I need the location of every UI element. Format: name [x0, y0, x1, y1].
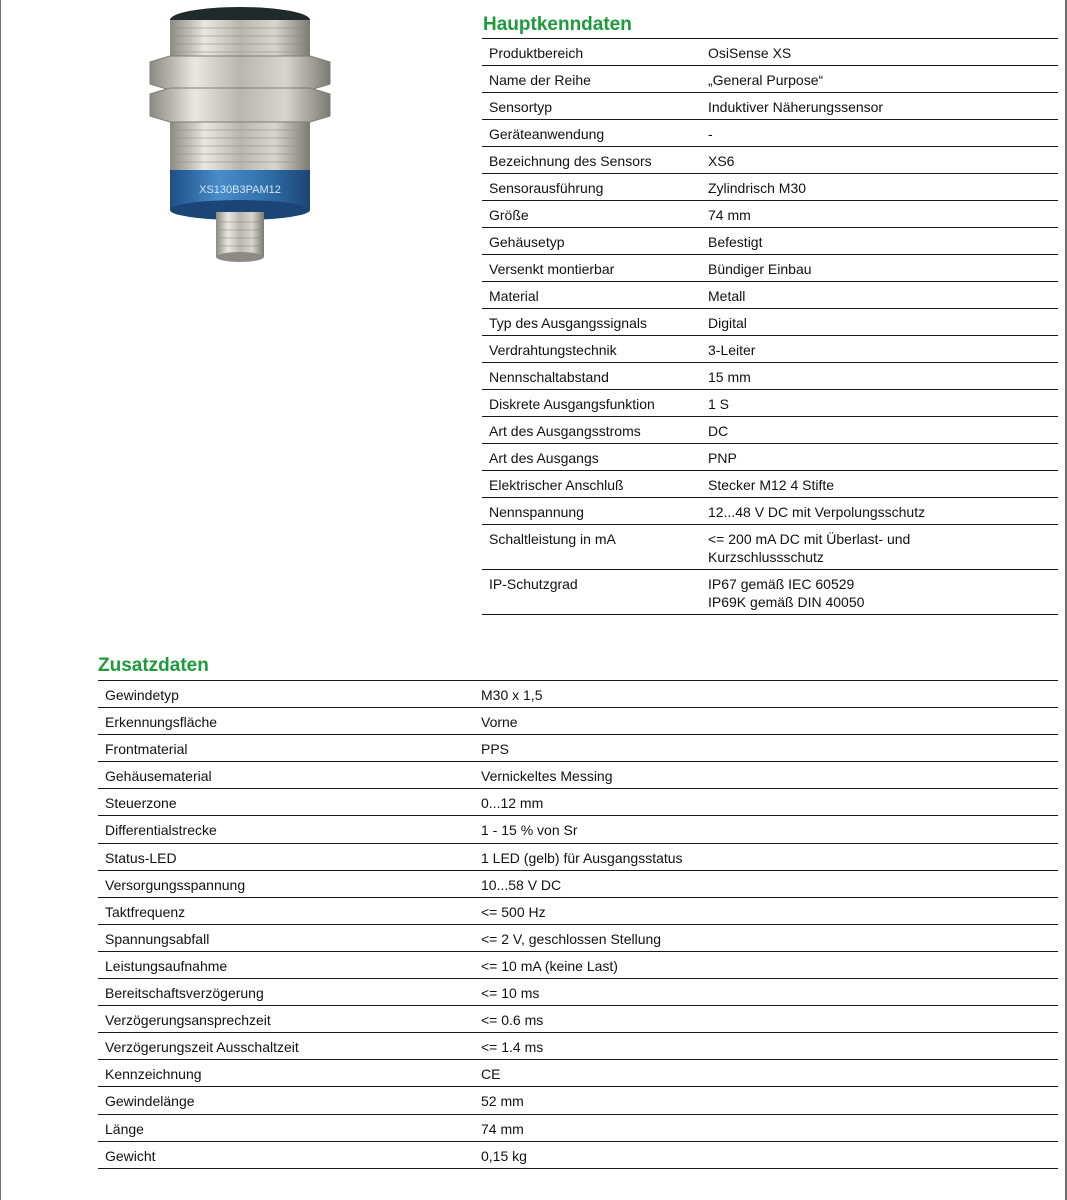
row-label: Sensortyp: [489, 99, 553, 115]
row-label: Bereitschaftsverzögerung: [105, 985, 264, 1002]
product-image: [130, 0, 350, 265]
row-value-line: <= 2 V, geschlossen Stellung: [481, 930, 662, 947]
table-row: [98, 762, 1058, 789]
row-label: Taktfrequenz: [105, 903, 186, 920]
row-value: [708, 341, 1058, 359]
row-label: Sensorausführung: [489, 180, 604, 196]
row-value: [481, 686, 1058, 704]
row-value: [708, 206, 1058, 224]
row-value-line: DC: [708, 423, 729, 439]
row-label: Bezeichnung des Sensors: [489, 153, 652, 169]
row-value: [708, 314, 1058, 332]
row-label: Leistungsaufnahme: [105, 957, 228, 974]
table-row: [98, 1142, 1058, 1169]
table-row: [482, 174, 1058, 201]
table-row: [482, 417, 1058, 444]
row-label: Art des Ausgangsstroms: [489, 423, 641, 439]
row-value: [481, 930, 1058, 948]
row-label: Material: [489, 288, 539, 304]
row-value-line: PNP: [708, 450, 737, 466]
row-value: [481, 821, 1058, 839]
row-label: Gewindelänge: [105, 1093, 195, 1110]
extra-data-title: Zusatzdaten: [98, 655, 209, 676]
row-value-line: <= 1.4 ms: [481, 1039, 544, 1056]
table-row: [482, 390, 1058, 417]
table-row: [98, 898, 1058, 925]
row-value-line: M30 x 1,5: [481, 687, 543, 703]
table-row: [98, 952, 1058, 979]
row-value-line: 12...48 V DC mit Verpolungsschutz: [708, 504, 926, 520]
row-value: [708, 152, 1058, 170]
row-value: [481, 1147, 1058, 1165]
row-value-line: 10...58 V DC: [481, 876, 562, 893]
row-label: Typ des Ausgangssignals: [489, 315, 647, 331]
row-label: IP-Schutzgrad: [489, 576, 578, 592]
row-label: Differentialstrecke: [105, 822, 217, 839]
row-label: Schaltleistung in mA: [489, 531, 616, 547]
row-value: [708, 503, 1058, 521]
row-value-line: Induktiver Näherungssensor: [708, 99, 884, 115]
table-row: [98, 979, 1058, 1006]
table-row: [98, 925, 1058, 952]
row-value: [481, 849, 1058, 867]
row-value: [708, 422, 1058, 440]
table-row: [482, 39, 1058, 66]
row-label: Diskrete Ausgangsfunktion: [489, 396, 655, 412]
row-value-line: Zylindrisch M30: [708, 180, 807, 196]
inductive-sensor-photo-icon: [130, 0, 350, 265]
row-label: Steuerzone: [105, 795, 177, 812]
table-row: [482, 228, 1058, 255]
row-value-line: 74 mm: [708, 207, 751, 223]
row-value-line: 74 mm: [481, 1120, 524, 1137]
row-value: [708, 260, 1058, 278]
row-label: Versenkt montierbar: [489, 261, 615, 277]
row-value: [481, 1011, 1058, 1029]
row-label: Größe: [489, 207, 529, 223]
row-value-line: Digital: [708, 315, 747, 331]
table-row: [482, 93, 1058, 120]
row-value: [708, 233, 1058, 251]
row-value: [708, 395, 1058, 413]
row-value-line: <= 200 mA DC mit Überlast- und: [708, 531, 911, 547]
row-value-line: Vorne: [481, 714, 518, 731]
page-border-left: [0, 0, 1, 1200]
table-row: [482, 282, 1058, 309]
row-label: Verzögerungsansprechzeit: [105, 1012, 271, 1029]
table-row: [482, 120, 1058, 147]
row-value-line: 0...12 mm: [481, 795, 544, 812]
table-row: [98, 816, 1058, 843]
row-value-line: 1 LED (gelb) für Ausgangsstatus: [481, 849, 683, 866]
row-value-line: CE: [481, 1066, 501, 1083]
row-value-line: 1 S: [708, 396, 730, 412]
row-value: [708, 98, 1058, 116]
row-value: [481, 767, 1058, 785]
row-value-line: „General Purpose“: [708, 72, 824, 88]
table-row: [98, 789, 1058, 816]
row-value-line: 1 - 15 % von Sr: [481, 822, 578, 839]
row-value: [708, 530, 1058, 566]
table-row: [482, 255, 1058, 282]
row-value: [481, 876, 1058, 894]
row-value-line: <= 0.6 ms: [481, 1012, 544, 1029]
row-value: [708, 71, 1058, 89]
row-value-line: 15 mm: [708, 369, 751, 385]
row-label: Länge: [105, 1120, 144, 1137]
row-value-line: Befestigt: [708, 234, 763, 250]
row-label: Gewindetyp: [105, 687, 179, 703]
row-value: [708, 125, 1058, 143]
row-value-line: XS6: [708, 153, 735, 169]
row-value-line: Stecker M12 4 Stifte: [708, 477, 835, 493]
row-value-line: <= 10 ms: [481, 985, 540, 1002]
table-row: [482, 498, 1058, 525]
row-value: [481, 1038, 1058, 1056]
row-label: Elektrischer Anschluß: [489, 477, 624, 493]
row-label: Verzögerungszeit Ausschaltzeit: [105, 1039, 299, 1056]
row-value: [708, 575, 1058, 611]
table-row: [482, 444, 1058, 471]
row-value-line: -: [708, 126, 713, 142]
row-value-line: Metall: [708, 288, 746, 304]
table-row: [482, 147, 1058, 174]
row-value: [708, 44, 1058, 62]
main-data-title: Hauptkenndaten: [483, 14, 632, 35]
row-value: [481, 1092, 1058, 1110]
row-value-line: Vernickeltes Messing: [481, 768, 613, 785]
table-row: [482, 66, 1058, 93]
row-value-line: PPS: [481, 741, 510, 758]
row-value-line: OsiSense XS: [708, 45, 792, 61]
table-row: [482, 570, 1058, 615]
row-value: [708, 287, 1058, 305]
table-row: [482, 363, 1058, 390]
row-value: [481, 903, 1058, 921]
row-label: Name der Reihe: [489, 72, 591, 88]
row-label: Status-LED: [105, 849, 177, 866]
row-value: [481, 1065, 1058, 1083]
table-row: [482, 309, 1058, 336]
table-row: [98, 1115, 1058, 1142]
table-row: [98, 681, 1058, 708]
row-label: Gehäusetyp: [489, 234, 565, 250]
table-row: [482, 525, 1058, 570]
table-row: [98, 1033, 1058, 1060]
row-value: [481, 713, 1058, 731]
row-label: Geräteanwendung: [489, 126, 605, 142]
row-value-line: <= 500 Hz: [481, 903, 546, 920]
row-label: Spannungsabfall: [105, 930, 210, 947]
table-row: [482, 471, 1058, 498]
row-label: Versorgungsspannung: [105, 876, 246, 893]
table-row: [98, 844, 1058, 871]
row-label: Nennspannung: [489, 504, 584, 520]
table-row: [98, 1087, 1058, 1114]
row-value: [708, 179, 1058, 197]
row-label: Kennzeichnung: [105, 1066, 202, 1083]
row-value: [708, 476, 1058, 494]
row-label: Gewicht: [105, 1147, 156, 1164]
row-label: Erkennungsfläche: [105, 714, 218, 731]
row-value: [708, 449, 1058, 467]
extra-data-table: [98, 680, 1058, 1169]
row-label: Art des Ausgangs: [489, 450, 599, 466]
row-label: Nennschaltabstand: [489, 369, 609, 385]
row-value-line: 0,15 kg: [481, 1147, 527, 1164]
row-value-line: IP69K gemäß DIN 40050: [708, 594, 865, 610]
table-row: [98, 1006, 1058, 1033]
row-label: Frontmaterial: [105, 741, 188, 758]
table-row: [482, 336, 1058, 363]
sensor-label-text: XS130B3PAM12: [199, 184, 281, 196]
row-value-line: <= 10 mA (keine Last): [481, 957, 618, 974]
row-label: Produktbereich: [489, 45, 584, 61]
table-row: [98, 871, 1058, 898]
main-data-table: [482, 38, 1058, 615]
row-value: [481, 740, 1058, 758]
row-value-line: Kurzschlussschutz: [708, 549, 824, 565]
row-value: [481, 957, 1058, 975]
row-value-line: 52 mm: [481, 1093, 524, 1110]
row-label: Gehäusematerial: [105, 768, 212, 785]
row-value: [481, 1120, 1058, 1138]
row-value-line: Bündiger Einbau: [708, 261, 812, 277]
table-row: [98, 735, 1058, 762]
row-value-line: IP67 gemäß IEC 60529: [708, 576, 855, 592]
row-value: [708, 368, 1058, 386]
row-label: Verdrahtungstechnik: [489, 342, 617, 358]
table-row: [98, 1060, 1058, 1087]
table-row: [482, 201, 1058, 228]
row-value: [481, 984, 1058, 1002]
row-value: [481, 794, 1058, 812]
row-value-line: 3-Leiter: [708, 342, 756, 358]
table-row: [98, 708, 1058, 735]
